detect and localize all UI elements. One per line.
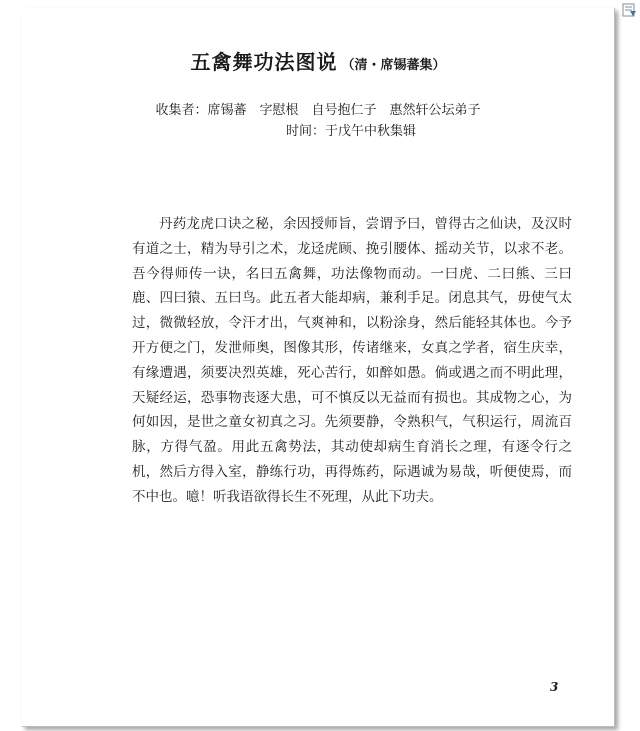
credits-block xyxy=(22,100,614,142)
time-line: 时间：于戊午中秋集辑 xyxy=(285,124,416,139)
collectors-line: 收集者：席锡蕃 字慰根 自号抱仁子 惠然轩公坛弟子 xyxy=(155,103,481,118)
document-subtitle: （清・席锡蕃集） xyxy=(341,58,446,73)
pdf-bookmark-icon[interactable] xyxy=(621,2,637,16)
body-paragraph: 丹药龙虎口诀之秘，余因授师旨，尝谓予曰，曾得古之仙诀，及汉时有道之士，精为导引之术，龙迳虎顾、挽引腰体、摇动关节，以求不老。吾今得师传一诀，名曰五禽舞，功法像物而动。一曰虎、二曰熊、三曰鹿、四曰猿、五曰鸟。此五者大能却病，兼利手足。闭息其气，毋使气太过，微微轻放，令汗才出，气爽神和，以粉涂身，然后能轻其体也。今予开方便之门，发泄师奥，图像其形，传诸继来，女真之学者，宿生庆幸，有缘遭遇，须要决烈英雄，死心苦行，如醉如愚。倘或遇之而不明此理，天疑经运，恐事物丧逐大患，可不慎反以无益而有损也。其成物之心，为何如因，是世之童女初真之习。先须要静，令熟积气，气积运行，周流百脉，方得气盈。用此五禽势法，其动使却病生育消长之理，有逐令行之机，然后方得入室，静练行功，再得炼药，际遇诚为易哉，听便使焉，而不中也。噫！听我语欲得长生不死理，从此下功夫。 xyxy=(132,216,572,505)
document-title: 五禽舞功法图说 xyxy=(190,50,338,74)
title-block xyxy=(22,46,614,75)
document-page xyxy=(22,8,615,727)
body-text xyxy=(132,212,572,510)
page-number: 3 xyxy=(550,680,559,694)
